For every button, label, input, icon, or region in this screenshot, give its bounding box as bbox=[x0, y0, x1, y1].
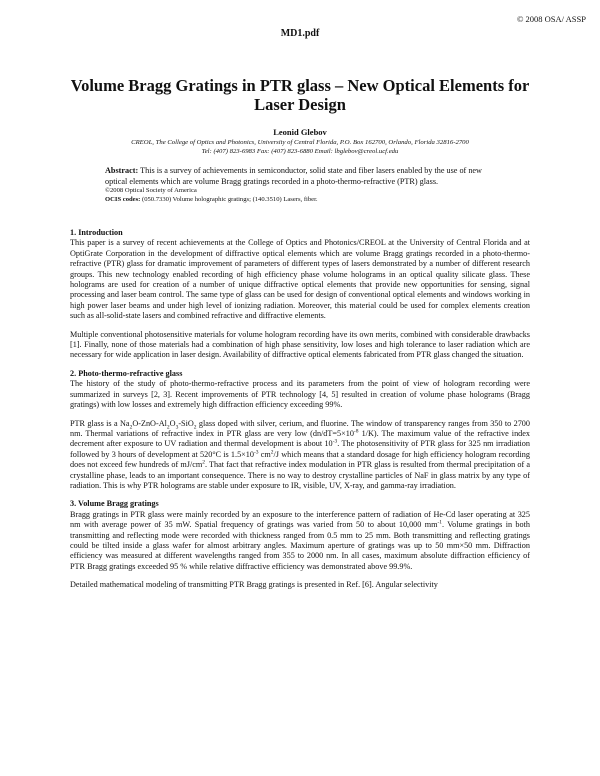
paragraph: This paper is a survey of recent achievements at the College of Optics and Photonics/CREOL at the University of Central Florida and at OptiGrate Corporation in the development of diffractive optical elements which are volume Bragg gratings recorded in a photo-thermo-refractive (PTR) glass for dramatic improvement of parameters of different types of lasers demonstrated by a number of different research groups. This new technology enabled recording of high efficiency phase volume holograms in an optical quality silicate glass. These holograms are used for creation of a number of unique diffractive optical elements that provide new opportunities for sensing, signal processing and laser beam control. The same type of glass can be used for design of conventional optical elements and windows working in high power laser beams and under high level of ionizing radiation. Moreover, this material could be used for complex elements creation such as all-solid-state lasers and combined refractive and diffractive elements. bbox=[70, 238, 530, 321]
ocis-codes: (050.7330) Volume holographic gratings; (140.3510) Lasers, fiber. bbox=[142, 195, 318, 203]
abstract-copyright: ©2008 Optical Society of America bbox=[105, 187, 197, 194]
affiliation-contact: Tel: (407) 823-6983 Fax: (407) 823-6880 Email: lbglebov@creol.ucf.edu bbox=[201, 147, 399, 155]
file-id: MD1.pdf bbox=[280, 28, 320, 39]
paragraph: The history of the study of photo-thermo-refractive process and its parameters from the point of view of hologram recording were summarized in surveys [2, 3]. Recent improvements of PTR technology [4, 5] resulted in creation of volume phase holograms (Bragg gratings) with low losses and extremely high diffraction efficiency exceeding 99%. bbox=[70, 379, 530, 410]
abstract-text: This is a survey of achievements in semiconductor, solid state and fiber lasers enabled by the use of new optical elements which are volume Bragg gratings recorded in a photo-thermo-refractive (PTR) glass. bbox=[105, 166, 482, 186]
abstract bbox=[105, 166, 495, 204]
affiliation-line-1: CREOL, The College of Optics and Photonics, University of Central Florida, P.O. Box 162700, Orlando, Florida 32816-2700 bbox=[131, 139, 469, 146]
paper-title: Volume Bragg Gratings in PTR glass – New Optical Elements for Laser Design bbox=[70, 76, 530, 114]
paragraph: PTR glass is a $Na_2O-ZnO-Al_2O_3-SiO_2$ glass doped with silver, cerium, and fluorine. The window of transparency ranges from 350 to 2700 nm. Thermal variations of refractive index in PTR glass are very low ($dn/dT=5\times 10^{-8}$ 1/K). The maximum value of the refractive index decrement after exposure to UV radiation and thermal development is about $10^{-3}$. The photosensitivity of PTR glass for 325 nm irradiation followed by 3 hours of development at 520°C is $1.5\times 10^{-3}$ $cm^2/J$ which means that a standard dosage for high efficiency hologram recording does not exceed few hundreds of $mJ/cm^2$. That fact that refractive index modulation in PTR glass is resulted from thermal precipitation of a crystalline phase, leads to an important consequence. There is no way to destroy crystalline particles of NaF in glass matrix by any type of radiation. This is why PTR holograms are stable under exposure to IR, visible, UV, X-ray, and gamma-ray irradiation. bbox=[70, 418, 531, 490]
paragraph: Multiple conventional photosensitive materials for volume hologram recording have its own merits, combined with considerable drawbacks [1]. Finally, none of those materials had a combination of high phase sensitivity, low loses and high tolerance to laser radiation which are necessary for wide application in laser design. Availability of diffractive optical elements fabricated from PTR glass changed the situation. bbox=[70, 329, 530, 360]
paragraph: Bragg gratings in PTR glass were mainly recorded by an exposure to the interference pattern of radiation of He-Cd laser operating at 325 nm with average power of 35 mW. Spatial frequency of gratings was varied from 50 to about 10,000 $mm^{-1}$. Volume gratings in both transmitting and reflecting mode were recorded with thickness ranged from 0.5 mm to 25 mm. Both transmitting and reflecting gratings could be tilted inside a glass wafer for almost arbitrary angles. Maximum aperture of gratings was up to 50 mm×50 mm. Diffraction efficiency was measured at different wavelengths ranged from 355 to 2000 nm. In all cases, maximum absolute diffraction efficiency of PTR Bragg gratings exceeded 95 % while relative diffractive efficiency was demonstrated above 99.9%. bbox=[70, 509, 530, 571]
section-heading-introduction: 1. Introduction bbox=[70, 228, 123, 237]
ocis-label: OCIS codes: bbox=[105, 195, 141, 203]
copyright-notice: © 2008 OSA/ ASSP bbox=[516, 14, 586, 24]
paragraph: Detailed mathematical modeling of transmitting PTR Bragg gratings is presented in Ref. [6]. Angular selectivity bbox=[70, 580, 438, 590]
abstract-label: Abstract: bbox=[105, 166, 139, 175]
section-heading-ptr-glass: 2. Photo-thermo-refractive glass bbox=[70, 368, 183, 378]
body-text bbox=[70, 228, 530, 599]
author: Leonid Glebov bbox=[273, 127, 327, 137]
section-heading-volume-bragg-gratings: 3. Volume Bragg gratings bbox=[70, 499, 159, 509]
affiliation bbox=[70, 139, 530, 156]
